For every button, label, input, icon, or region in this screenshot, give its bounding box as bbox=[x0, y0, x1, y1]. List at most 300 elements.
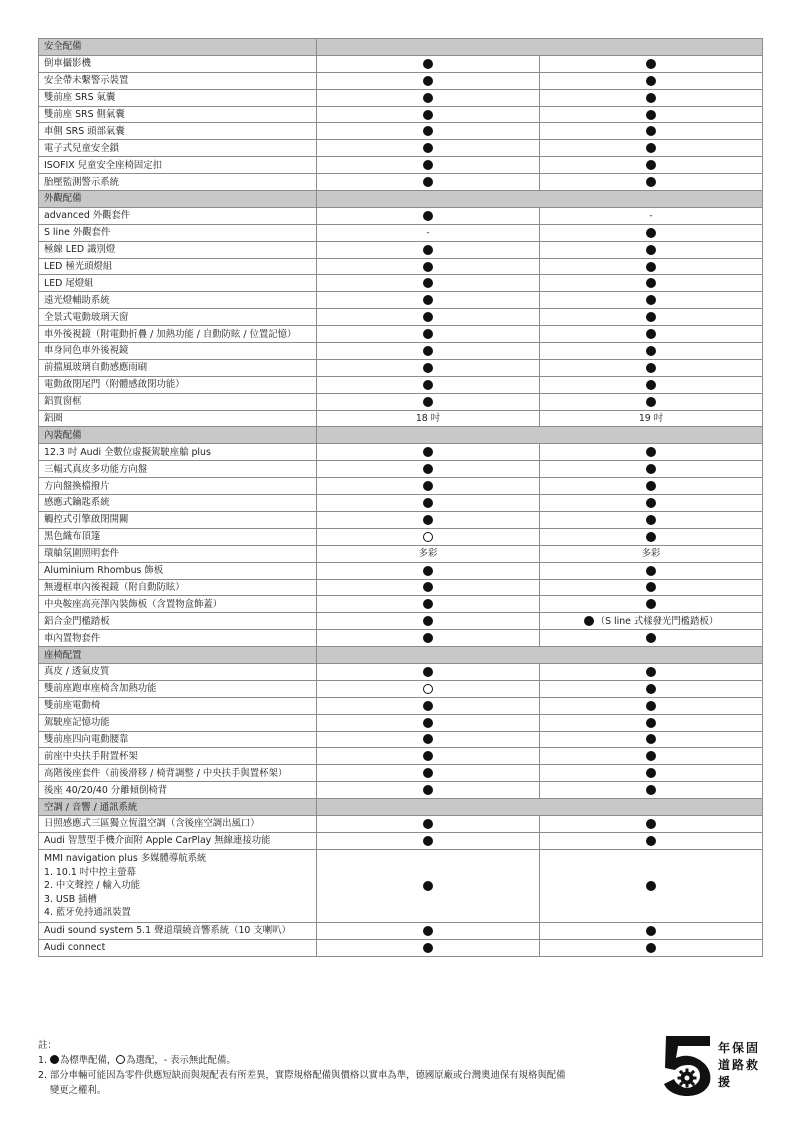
value-cell-trim-2 bbox=[540, 939, 763, 956]
optional-circle-icon bbox=[423, 684, 433, 694]
feature-label: 鋁圈 bbox=[39, 410, 317, 427]
spec-row bbox=[39, 275, 763, 292]
feature-label: 安全帶未繫警示裝置 bbox=[39, 72, 317, 89]
value-cell-trim-1 bbox=[317, 89, 540, 106]
feature-label: 方向盤換檔撥片 bbox=[39, 478, 317, 495]
spec-row bbox=[39, 123, 763, 140]
value-cell-trim-1 bbox=[317, 596, 540, 613]
value-cell-trim-2 bbox=[540, 461, 763, 478]
standard-dot-icon bbox=[646, 397, 656, 407]
value-cell-trim-2 bbox=[540, 157, 763, 174]
standard-dot-icon bbox=[423, 943, 433, 953]
value-cell-trim-1 bbox=[317, 697, 540, 714]
value-cell-trim-2 bbox=[540, 748, 763, 765]
value-cell-trim-2 bbox=[540, 444, 763, 461]
value-cell-trim-1 bbox=[317, 343, 540, 360]
notes-legend-prefix: 1. bbox=[38, 1055, 50, 1066]
value-cell-trim-2 bbox=[540, 55, 763, 72]
value-cell-trim-1 bbox=[317, 630, 540, 647]
standard-dot-icon bbox=[423, 751, 433, 761]
value-cell-trim-1 bbox=[317, 545, 540, 562]
section-header-fill bbox=[317, 647, 763, 664]
spec-row bbox=[39, 596, 763, 613]
optional-circle-icon bbox=[116, 1055, 125, 1064]
feature-label: 無邊框車內後視鏡（附自動防眩） bbox=[39, 579, 317, 596]
spec-row bbox=[39, 663, 763, 680]
section-title: 座椅配置 bbox=[39, 647, 317, 664]
spec-row bbox=[39, 528, 763, 545]
notes-legend bbox=[38, 1053, 638, 1068]
value-cell-trim-2 bbox=[540, 123, 763, 140]
feature-label: Audi 智慧型手機介面附 Apple CarPlay 無線連接功能 bbox=[39, 832, 317, 849]
value-cell-trim-2 bbox=[540, 511, 763, 528]
value-cell-trim-1 bbox=[317, 393, 540, 410]
section-header-fill bbox=[317, 39, 763, 56]
section-header-row bbox=[39, 647, 763, 664]
standard-dot-icon bbox=[646, 926, 656, 936]
feature-label: 真皮 / 透氣皮質 bbox=[39, 663, 317, 680]
value-cell-trim-1 bbox=[317, 444, 540, 461]
standard-dot-icon bbox=[646, 363, 656, 373]
standard-dot-icon bbox=[423, 734, 433, 744]
standard-dot-icon bbox=[646, 599, 656, 609]
value-cell-trim-1 bbox=[317, 123, 540, 140]
value-cell-trim-2 bbox=[540, 258, 763, 275]
feature-label: ISOFIX 兒童安全座椅固定扣 bbox=[39, 157, 317, 174]
feature-label: 雙前座電動椅 bbox=[39, 697, 317, 714]
standard-dot-icon bbox=[423, 278, 433, 288]
value-cell-trim-2 bbox=[540, 782, 763, 799]
value-cell-trim-1 bbox=[317, 359, 540, 376]
spec-row bbox=[39, 359, 763, 376]
feature-label: 全景式電動玻璃天窗 bbox=[39, 309, 317, 326]
standard-dot-icon bbox=[423, 498, 433, 508]
value-text: 18 吋 bbox=[415, 413, 441, 425]
value-cell-trim-2 bbox=[540, 495, 763, 512]
value-cell-trim-2 bbox=[540, 630, 763, 647]
value-cell-trim-1 bbox=[317, 613, 540, 630]
not-available-dash: - bbox=[426, 227, 430, 238]
standard-dot-icon bbox=[423, 926, 433, 936]
value-cell-trim-2 bbox=[540, 528, 763, 545]
standard-dot-icon bbox=[423, 245, 433, 255]
spec-row bbox=[39, 343, 763, 360]
standard-dot-icon bbox=[423, 515, 433, 525]
spec-row bbox=[39, 376, 763, 393]
standard-dot-icon bbox=[423, 312, 433, 322]
value-cell-trim-1 bbox=[317, 410, 540, 427]
spec-row bbox=[39, 393, 763, 410]
feature-label: LED 尾燈組 bbox=[39, 275, 317, 292]
feature-label: S line 外觀套件 bbox=[39, 224, 317, 241]
spec-row bbox=[39, 495, 763, 512]
standard-dot-icon bbox=[423, 785, 433, 795]
spec-row bbox=[39, 748, 763, 765]
spec-row bbox=[39, 258, 763, 275]
spec-row bbox=[39, 697, 763, 714]
spec-row bbox=[39, 765, 763, 782]
spec-row bbox=[39, 207, 763, 224]
standard-dot-icon bbox=[646, 278, 656, 288]
spec-row bbox=[39, 174, 763, 191]
standard-dot-icon bbox=[646, 59, 656, 69]
feature-label: Audi sound system 5.1 聲道環繞音響系統（10 支喇叭） bbox=[39, 922, 317, 939]
feature-label: 電動啟閉尾門（附體感啟閉功能） bbox=[39, 376, 317, 393]
spec-row bbox=[39, 326, 763, 343]
notes-legend-standard: 為標準配備， bbox=[59, 1055, 117, 1066]
standard-dot-icon bbox=[646, 751, 656, 761]
standard-dot-icon bbox=[646, 633, 656, 643]
section-header-row bbox=[39, 191, 763, 208]
value-cell-trim-2 bbox=[540, 731, 763, 748]
value-cell-trim-2 bbox=[540, 596, 763, 613]
standard-dot-icon bbox=[646, 312, 656, 322]
standard-dot-icon bbox=[423, 143, 433, 153]
value-cell-trim-1 bbox=[317, 815, 540, 832]
standard-dot-icon bbox=[646, 143, 656, 153]
standard-dot-icon bbox=[646, 93, 656, 103]
standard-dot-icon bbox=[646, 566, 656, 576]
spec-row bbox=[39, 157, 763, 174]
spec-row bbox=[39, 89, 763, 106]
standard-dot-icon bbox=[646, 464, 656, 474]
value-cell-trim-1 bbox=[317, 174, 540, 191]
value-cell-trim-2 bbox=[540, 410, 763, 427]
spec-row bbox=[39, 849, 763, 922]
value-cell-trim-1 bbox=[317, 714, 540, 731]
standard-dot-icon bbox=[646, 667, 656, 677]
standard-dot-icon bbox=[646, 295, 656, 305]
section-header-row bbox=[39, 427, 763, 444]
spec-row bbox=[39, 562, 763, 579]
standard-dot-icon bbox=[646, 498, 656, 508]
standard-dot-icon bbox=[646, 515, 656, 525]
standard-dot-icon bbox=[423, 93, 433, 103]
standard-dot-icon bbox=[646, 177, 656, 187]
standard-dot-icon bbox=[646, 819, 656, 829]
value-cell-trim-1 bbox=[317, 939, 540, 956]
standard-dot-icon bbox=[423, 481, 433, 491]
section-header-fill bbox=[317, 191, 763, 208]
spec-row bbox=[39, 714, 763, 731]
spec-row bbox=[39, 511, 763, 528]
spec-row bbox=[39, 939, 763, 956]
standard-dot-icon bbox=[423, 380, 433, 390]
standard-dot-icon bbox=[423, 768, 433, 778]
value-cell-trim-1 bbox=[317, 528, 540, 545]
standard-dot-icon bbox=[423, 447, 433, 457]
spec-row bbox=[39, 241, 763, 258]
standard-dot-icon bbox=[423, 701, 433, 711]
badge-roadside-label: 道路救援 bbox=[718, 1058, 761, 1089]
value-cell-trim-2 bbox=[540, 815, 763, 832]
value-cell-trim-1 bbox=[317, 326, 540, 343]
spec-row bbox=[39, 630, 763, 647]
value-text: 多彩 bbox=[418, 548, 438, 560]
value-cell-trim-2 bbox=[540, 663, 763, 680]
value-cell-trim-2 bbox=[540, 224, 763, 241]
feature-label: 前擋風玻璃自動感應雨刷 bbox=[39, 359, 317, 376]
feature-label: Audi connect bbox=[39, 939, 317, 956]
feature-label: 倒車攝影機 bbox=[39, 55, 317, 72]
feature-label: 中央鞍座高亮澤內裝飾板（含置物盒飾蓋） bbox=[39, 596, 317, 613]
section-title: 內裝配備 bbox=[39, 427, 317, 444]
value-cell-trim-2 bbox=[540, 714, 763, 731]
feature-label: 雙前座 SRS 氣囊 bbox=[39, 89, 317, 106]
value-cell-trim-2 bbox=[540, 680, 763, 697]
spec-row bbox=[39, 545, 763, 562]
value-cell-trim-2 bbox=[540, 292, 763, 309]
feature-label: advanced 外觀套件 bbox=[39, 207, 317, 224]
value-cell-trim-2 bbox=[540, 72, 763, 89]
feature-label: 黑色織布頂篷 bbox=[39, 528, 317, 545]
value-cell-trim-1 bbox=[317, 922, 540, 939]
standard-dot-icon bbox=[423, 819, 433, 829]
standard-dot-icon bbox=[646, 734, 656, 744]
feature-label: 雙前座跑車座椅含加熱功能 bbox=[39, 680, 317, 697]
standard-dot-icon bbox=[423, 397, 433, 407]
spec-row bbox=[39, 224, 763, 241]
spec-row bbox=[39, 782, 763, 799]
standard-dot-icon bbox=[646, 701, 656, 711]
standard-dot-icon bbox=[646, 447, 656, 457]
value-cell-trim-2 bbox=[540, 849, 763, 922]
standard-dot-icon bbox=[423, 262, 433, 272]
standard-dot-icon bbox=[646, 346, 656, 356]
value-cell-trim-2 bbox=[540, 697, 763, 714]
standard-dot-icon bbox=[646, 836, 656, 846]
value-cell-trim-2 bbox=[540, 922, 763, 939]
standard-dot-icon bbox=[423, 718, 433, 728]
value-cell-trim-1 bbox=[317, 663, 540, 680]
feature-label: 雙前座四向電動腰靠 bbox=[39, 731, 317, 748]
notes-line-2: 2. 部分車輛可能因為零件供應短缺而與規配表有所差異，實際規格配備與價格以實車為準，德國原廠或台灣奧迪保有規格與配備 bbox=[38, 1070, 566, 1081]
spec-row bbox=[39, 55, 763, 72]
spec-row bbox=[39, 579, 763, 596]
standard-dot-icon bbox=[646, 245, 656, 255]
feature-label: 三輻式真皮多功能方向盤 bbox=[39, 461, 317, 478]
value-cell-trim-1 bbox=[317, 309, 540, 326]
value-cell-trim-2 bbox=[540, 174, 763, 191]
value-cell-trim-2 bbox=[540, 832, 763, 849]
feature-label: 車身同色車外後視鏡 bbox=[39, 343, 317, 360]
value-text: 多彩 bbox=[641, 548, 661, 560]
standard-dot-icon bbox=[423, 363, 433, 373]
standard-dot-icon bbox=[646, 943, 656, 953]
value-cell-trim-1 bbox=[317, 680, 540, 697]
standard-dot-icon bbox=[423, 295, 433, 305]
optional-circle-icon bbox=[423, 532, 433, 542]
standard-dot-icon bbox=[646, 785, 656, 795]
standard-dot-icon bbox=[423, 126, 433, 136]
feature-label: 胎壓監測警示系統 bbox=[39, 174, 317, 191]
value-cell-trim-1 bbox=[317, 765, 540, 782]
spec-row bbox=[39, 815, 763, 832]
spec-row bbox=[39, 292, 763, 309]
section-title: 安全配備 bbox=[39, 39, 317, 56]
standard-dot-icon bbox=[646, 582, 656, 592]
feature-label: 後座 40/20/40 分離傾倒椅背 bbox=[39, 782, 317, 799]
feature-label: LED 極光頭燈組 bbox=[39, 258, 317, 275]
value-cell-trim-1 bbox=[317, 731, 540, 748]
five-year-gear-icon bbox=[660, 1034, 714, 1096]
notes-legend-optional: 為選配，- 表示無此配備。 bbox=[126, 1055, 236, 1066]
value-cell-trim-1 bbox=[317, 849, 540, 922]
value-cell-trim-1 bbox=[317, 376, 540, 393]
feature-label: 鋁合金門檻踏板 bbox=[39, 613, 317, 630]
section-header-row bbox=[39, 39, 763, 56]
value-cell-trim-2 bbox=[540, 545, 763, 562]
notes bbox=[38, 1038, 638, 1098]
value-cell-trim-2 bbox=[540, 343, 763, 360]
value-cell-trim-1 bbox=[317, 478, 540, 495]
standard-dot-icon bbox=[423, 464, 433, 474]
feature-label: 鋁質窗框 bbox=[39, 393, 317, 410]
standard-dot-icon bbox=[423, 582, 433, 592]
value-cell-trim-1 bbox=[317, 140, 540, 157]
value-cell-trim-2 bbox=[540, 106, 763, 123]
standard-dot-icon bbox=[646, 76, 656, 86]
value-cell-trim-1 bbox=[317, 832, 540, 849]
section-header-fill bbox=[317, 799, 763, 816]
standard-dot-icon bbox=[423, 160, 433, 170]
standard-dot-icon bbox=[646, 126, 656, 136]
not-available-dash: - bbox=[649, 210, 653, 221]
feature-label: 駕駛座記憶功能 bbox=[39, 714, 317, 731]
value-cell-trim-1 bbox=[317, 292, 540, 309]
value-cell-trim-1 bbox=[317, 275, 540, 292]
standard-dot-icon bbox=[646, 228, 656, 238]
feature-label: 前座中央扶手附置杯架 bbox=[39, 748, 317, 765]
value-cell-trim-2 bbox=[540, 207, 763, 224]
value-cell-trim-2 bbox=[540, 140, 763, 157]
standard-dot-icon bbox=[423, 177, 433, 187]
standard-dot-icon bbox=[423, 881, 433, 891]
standard-dot-icon bbox=[646, 481, 656, 491]
standard-dot-icon bbox=[646, 380, 656, 390]
value-cell-trim-2 bbox=[540, 393, 763, 410]
standard-dot-icon bbox=[646, 718, 656, 728]
standard-dot-icon bbox=[646, 262, 656, 272]
value-cell-trim-1 bbox=[317, 224, 540, 241]
standard-dot-icon bbox=[646, 110, 656, 120]
value-cell-trim-2 bbox=[540, 765, 763, 782]
value-cell-trim-1 bbox=[317, 782, 540, 799]
value-cell-trim-2 bbox=[540, 326, 763, 343]
feature-label: MMI navigation plus 多媒體導航系統 1. 10.1 吋中控主螢幕 2. 中文聲控 / 輸入功能 3. USB 插槽 4. 藍牙免持通訊裝置 bbox=[39, 849, 317, 922]
standard-dot-icon bbox=[423, 633, 433, 643]
standard-dot-icon bbox=[646, 684, 656, 694]
value-cell-trim-2 bbox=[540, 562, 763, 579]
badge-text bbox=[718, 1040, 770, 1091]
spec-row bbox=[39, 444, 763, 461]
value-cell-trim-1 bbox=[317, 511, 540, 528]
spec-row bbox=[39, 922, 763, 939]
section-title: 空調 / 音響 / 通訊系統 bbox=[39, 799, 317, 816]
standard-dot-icon bbox=[646, 329, 656, 339]
feature-label: 車外後視鏡（附電動折疊 / 加熱功能 / 自動防眩 / 位置記憶） bbox=[39, 326, 317, 343]
value-cell-trim-1 bbox=[317, 106, 540, 123]
value-cell-trim-1 bbox=[317, 495, 540, 512]
value-cell-trim-2 bbox=[540, 241, 763, 258]
value-cell-trim-1 bbox=[317, 579, 540, 596]
feature-label: 12.3 吋 Audi 全數位虛擬駕駛座艙 plus bbox=[39, 444, 317, 461]
standard-dot-icon bbox=[423, 616, 433, 626]
value-cell-trim-1 bbox=[317, 748, 540, 765]
feature-label: 極線 LED 識別燈 bbox=[39, 241, 317, 258]
spec-row bbox=[39, 72, 763, 89]
value-cell-trim-2 bbox=[540, 275, 763, 292]
feature-label: Aluminium Rhombus 飾板 bbox=[39, 562, 317, 579]
spec-row bbox=[39, 461, 763, 478]
standard-dot-icon bbox=[423, 599, 433, 609]
value-cell-trim-2 bbox=[540, 376, 763, 393]
standard-dot-icon bbox=[584, 616, 594, 626]
value-text: 19 吋 bbox=[638, 413, 664, 425]
value-cell-trim-1 bbox=[317, 157, 540, 174]
value-cell-trim-1 bbox=[317, 55, 540, 72]
standard-dot-icon bbox=[423, 110, 433, 120]
spec-row bbox=[39, 731, 763, 748]
warranty-badge bbox=[660, 1034, 770, 1096]
notes-title: 註： bbox=[38, 1040, 57, 1051]
notes-line-3: 變更之權利。 bbox=[38, 1085, 107, 1096]
spec-row bbox=[39, 613, 763, 630]
feature-label: 電子式兒童安全鎖 bbox=[39, 140, 317, 157]
feature-label: 日照感應式三區獨立恆溫空調（含後座空調出風口） bbox=[39, 815, 317, 832]
spec-row bbox=[39, 478, 763, 495]
section-header-fill bbox=[317, 427, 763, 444]
standard-dot-icon bbox=[423, 59, 433, 69]
section-title: 外觀配備 bbox=[39, 191, 317, 208]
standard-dot-icon bbox=[423, 329, 433, 339]
feature-label: 車內置物套件 bbox=[39, 630, 317, 647]
standard-dot-icon bbox=[646, 881, 656, 891]
standard-dot-icon bbox=[423, 346, 433, 356]
feature-label: 雙前座 SRS 側氣囊 bbox=[39, 106, 317, 123]
value-cell-trim-1 bbox=[317, 258, 540, 275]
value-cell-trim-1 bbox=[317, 562, 540, 579]
standard-dot-icon bbox=[646, 768, 656, 778]
standard-dot-icon bbox=[423, 836, 433, 846]
spec-row bbox=[39, 106, 763, 123]
value-note: （S line 式樣發光門檻踏板） bbox=[595, 615, 719, 627]
value-cell-trim-2 bbox=[540, 89, 763, 106]
standard-dot-icon bbox=[646, 160, 656, 170]
feature-label: 環艙氛圍照明套件 bbox=[39, 545, 317, 562]
standard-dot-icon bbox=[50, 1055, 59, 1064]
value-cell-trim-2 bbox=[540, 478, 763, 495]
feature-label: 觸控式引擎啟閉開關 bbox=[39, 511, 317, 528]
section-header-row bbox=[39, 799, 763, 816]
spec-row bbox=[39, 410, 763, 427]
standard-dot-icon bbox=[423, 76, 433, 86]
badge-warranty-label: 年保固 bbox=[718, 1041, 761, 1055]
value-cell-trim-1 bbox=[317, 241, 540, 258]
value-cell-trim-2 bbox=[540, 579, 763, 596]
feature-label: 車側 SRS 頭部氣囊 bbox=[39, 123, 317, 140]
standard-dot-icon bbox=[423, 211, 433, 221]
value-cell-trim-2 bbox=[540, 309, 763, 326]
standard-dot-icon bbox=[423, 667, 433, 677]
spec-row bbox=[39, 832, 763, 849]
standard-dot-icon bbox=[646, 532, 656, 542]
spec-table bbox=[38, 38, 763, 957]
value-cell-trim-2 bbox=[540, 613, 763, 630]
value-cell-trim-1 bbox=[317, 461, 540, 478]
spec-row bbox=[39, 140, 763, 157]
feature-label: 高階後座套件（前後滑移 / 椅背調整 / 中央扶手與置杯架） bbox=[39, 765, 317, 782]
